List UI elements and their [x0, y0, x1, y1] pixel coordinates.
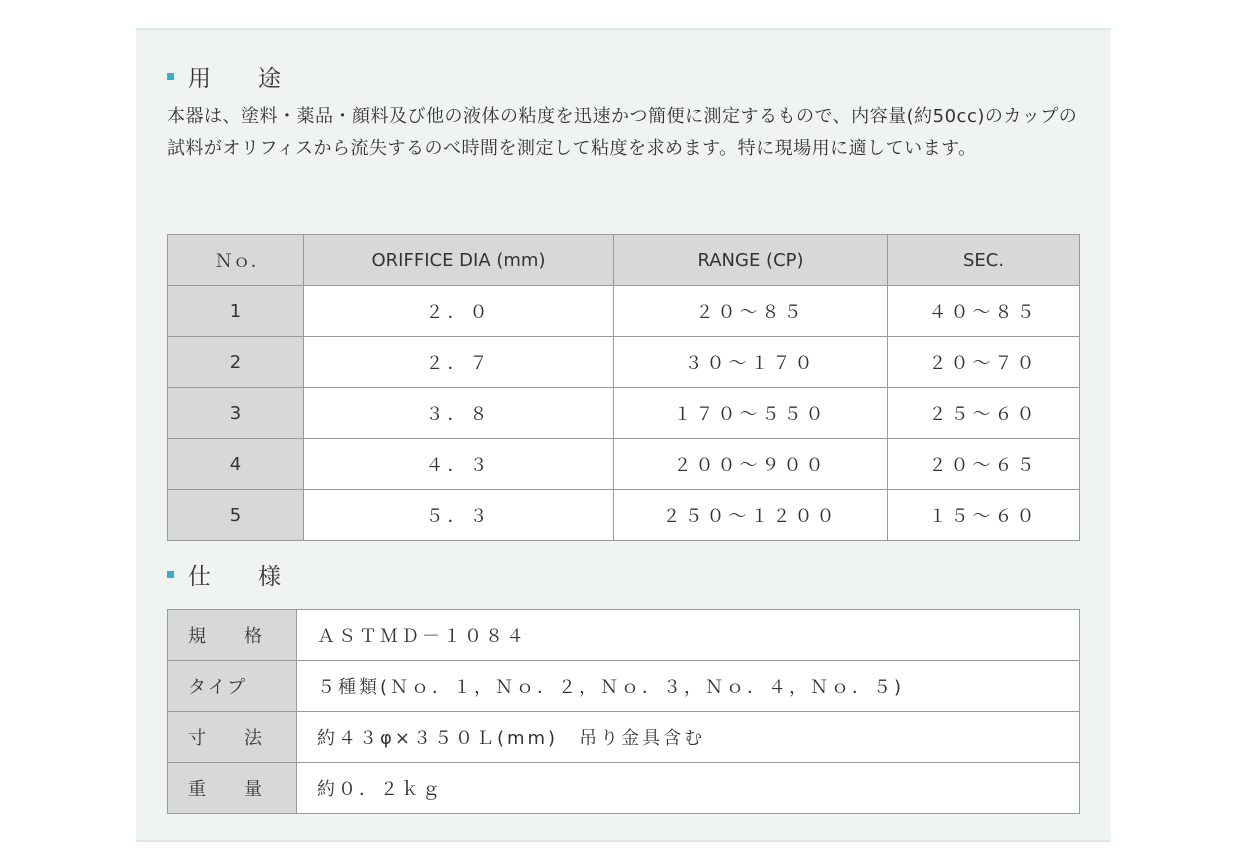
header-no: Ｎｏ.: [168, 235, 304, 286]
row-sec: １５～６０: [888, 490, 1080, 541]
spec-key: 規 格: [168, 610, 297, 661]
content-panel: [136, 28, 1111, 842]
row-sec: ２０～７０: [888, 337, 1080, 388]
spec-table: [167, 609, 1080, 814]
spec-row: [168, 763, 1080, 814]
spec-heading: [167, 558, 293, 591]
table-header-row: [168, 235, 1080, 286]
spec-value: ＡＳＴＭＤ－１０８４: [297, 610, 1080, 661]
row-sec: ４０～８５: [888, 286, 1080, 337]
header-range: RANGE (CP): [614, 235, 888, 286]
table-row: [168, 286, 1080, 337]
spec-row: [168, 661, 1080, 712]
square-bullet-icon: [167, 73, 174, 80]
spec-heading-text: 仕 様: [188, 564, 293, 590]
table-row: [168, 439, 1080, 490]
usage-heading: [167, 60, 293, 93]
row-range: １７０～５５０: [614, 388, 888, 439]
table-row: [168, 337, 1080, 388]
row-range: ２５０～１２００: [614, 490, 888, 541]
row-dia: ５．３: [304, 490, 614, 541]
table-row: [168, 490, 1080, 541]
usage-description: 本器は、塗料・薬品・顔料及び他の液体の粘度を迅速かつ簡便に測定するもので、内容量(約50cc)のカップの試料がオリフィスから流失するのべ時間を測定して粘度を求めます。特に現場用に適しています。: [167, 106, 1078, 159]
square-bullet-icon: [167, 571, 174, 578]
spec-key: 寸 法: [168, 712, 297, 763]
spec-key: タイプ: [168, 661, 297, 712]
table-row: [168, 388, 1080, 439]
row-sec: ２５～６０: [888, 388, 1080, 439]
row-sec: ２０～６５: [888, 439, 1080, 490]
row-range: ３０～１７０: [614, 337, 888, 388]
row-dia: ３．８: [304, 388, 614, 439]
spec-value: ５種類(Ｎｏ．１，Ｎｏ．２，Ｎｏ．３，Ｎｏ．４，Ｎｏ．５): [297, 661, 1080, 712]
spec-row: [168, 610, 1080, 661]
header-sec: SEC.: [888, 235, 1080, 286]
row-no: 4: [168, 439, 304, 490]
row-range: ２００～９００: [614, 439, 888, 490]
row-no: 3: [168, 388, 304, 439]
usage-heading-text: 用 途: [188, 66, 293, 92]
row-no: 2: [168, 337, 304, 388]
row-no: 1: [168, 286, 304, 337]
row-range: ２０～８５: [614, 286, 888, 337]
row-dia: ２．７: [304, 337, 614, 388]
row-dia: ２．０: [304, 286, 614, 337]
header-orifice-dia: ORIFFICE DIA (mm): [304, 235, 614, 286]
row-no: 5: [168, 490, 304, 541]
row-dia: ４．３: [304, 439, 614, 490]
spec-row: [168, 712, 1080, 763]
spec-value: 約４３φ×３５０Ｌ(mm) 吊り金具含む: [297, 712, 1080, 763]
spec-value: 約０．２ｋｇ: [297, 763, 1080, 814]
spec-key: 重 量: [168, 763, 297, 814]
orifice-table: [167, 234, 1080, 541]
